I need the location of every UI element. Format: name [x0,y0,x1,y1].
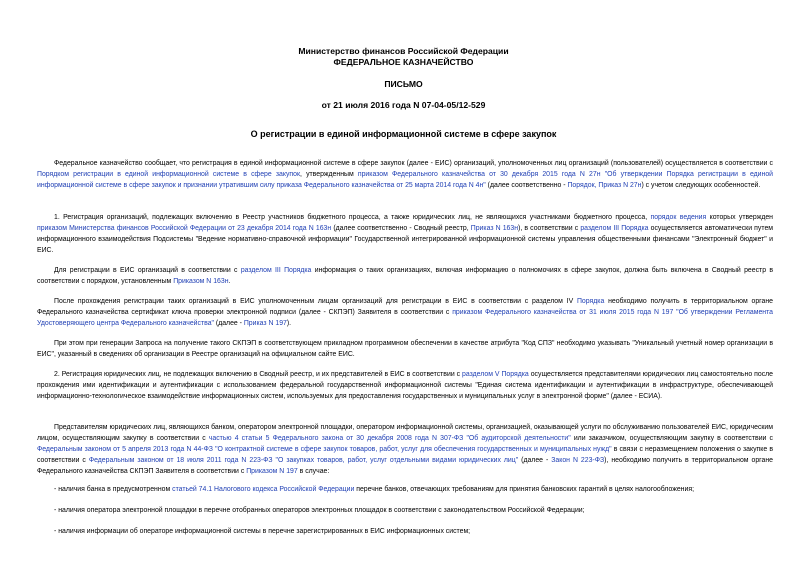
legal-reference-link[interactable]: разделом III Порядка [240,267,312,274]
paragraph-text: ), в соответствии с [518,225,581,233]
paragraph-text: , утвержденным [300,171,358,179]
legal-reference-link[interactable]: Приказ N 163н [470,225,519,233]
document-date-number: от 21 июля 2016 года N 07-04-05/12-529 [321,100,486,110]
paragraph-legal-entities [37,422,773,477]
legal-reference-link[interactable]: частью 4 статьи 5 Федерального закона от 30 декабря 2008 года N 307-ФЗ "Об аудиторской деятельности" [208,435,571,443]
legal-reference-link[interactable]: Приказом N 197 [246,468,298,476]
paragraph-text: При этом при генерации Запроса на получение такого СКПЭП в соответствующем прикладном программном обеспечении в качестве атрибута "Код СПЗ" необходимо указывать "Уникальный учетный номер организации в ЕИС", указанный в сведениях об организации в Реестре организаций на официальном сайте ЕИС. [37,340,773,359]
paragraph-text: ), необходимо получить в территориальном органе Федерального казначейства СКПЭП Заявителя в соответствии с [37,457,774,476]
paragraph-section-2 [37,369,773,402]
legal-reference-link[interactable]: "Об утверждении Порядка регистрации в единой информационной системе в сфере закупок и признании утратившим силу приказа Федерального казначейства от 25 марта 2014 года N 4н" [37,171,774,190]
document-subject: О регистрации в единой информационной системе в сфере закупок [250,129,557,139]
paragraph-text: информация о таких организациях, включая информацию о полномочиях в сфере закупок, должна быть включена в Сводный реестр в соответствии с порядком, установленным [37,267,774,286]
paragraph-text: или заказчиком, осуществляющим закупку в соответствии с [570,435,773,443]
list-item-platform-operator [37,505,773,516]
paragraph-skpep [37,296,773,329]
legal-reference-link[interactable]: Закон N 223-ФЗ [551,457,605,465]
legal-reference-link[interactable]: Порядка [576,298,605,305]
paragraph-text: перечне банков, отвечающих требованиям для принятия банковских гарантий в целях налогообложения; [354,486,694,493]
legal-reference-link[interactable]: Порядок, Приказ N 27н [567,182,642,190]
paragraph-text: ) с учетом следующих особенностей. [641,182,761,190]
paragraph-text: необходимо получить в территориальном органе Федерального казначейства сертификат ключа проверки электронной подписи (далее - СКПЭП) Заявителя в соответствии с [37,298,773,317]
paragraph-text: осуществляется представителями юридических лиц самостоятельно после прохождения ими идентификации и аутентификации с использованием федеральной государственной информационной системы "Единая система идентификации и аутентификации в инфраструктуре, обеспечивающей информационно-технологическое взаимодействие информационных систем, используемых для предоставления государственных и муниципальных услуг в электронной форме" (далее - ЕСИА). [37,371,773,401]
paragraph-text: - наличия информации об операторе информационной системы в перечне зарегистрированных в ЕИС информационных систем; [54,528,471,535]
legal-reference-link[interactable]: Порядком регистрации в единой информационной системе в сфере закупок [37,171,300,179]
paragraph-text: - наличия оператора электронной площадки в перечне отобранных операторов электронных площадок в соответствии с законодательством Российской Федерации; [54,507,585,514]
legal-reference-link[interactable]: Федеральным законом от 18 июля 2011 года N 223-ФЗ "О закупках товаров, работ, услуг отдельными видами юридических лиц" [88,457,519,465]
paragraph-registration-budget [37,265,773,287]
ministry-heading: Министерство финансов Российской Федерации [298,46,509,56]
paragraph-text: 2. Регистрация юридических лиц, не подлежащих включению в Сводный реестр, и их представителей в ЕИС в соответствии с [54,371,463,378]
paragraph-text: осуществляется автоматически путем информационного взаимодействия Подсистемы "Ведение нормативно-справочной информации" Государственной интегрированной информационной системы управления общественными финансами "Электронный бюджет" и ЕИС. [37,225,774,255]
paragraph-text: (далее соответственно - Сводный реестр, [331,225,471,233]
paragraph-text: . [228,278,231,286]
legal-reference-link[interactable]: приказом Федерального казначейства от 31 июля 2015 года N 197 "Об утверждении Регламента Удостоверяющего центра Федерального казначейства" [37,309,773,328]
paragraph-text: (далее соответственно - [485,182,568,190]
paragraph-section-1 [37,212,773,256]
document-type: ПИСЬМО [384,79,423,89]
paragraph-spz-code [37,338,773,360]
legal-reference-link[interactable]: Федеральным законом от 5 апреля 2013 года N 44-ФЗ "О контрактной системе в сфере закупок товаров, работ, услуг для обеспечения государственных и муниципальных нужд" [37,446,612,454]
legal-reference-link[interactable]: порядок ведения [650,214,707,221]
paragraph-text: ). [286,320,292,328]
treasury-heading: ФЕДЕРАЛЬНОЕ КАЗНАЧЕЙСТВО [333,57,474,67]
paragraph-text: Федеральное казначейство сообщает, что регистрация в единой информационной системе в сфере закупок (далее - ЕИС) организаций, уполномоченных лиц организаций (пользователей) осуществляется в соответствии с [54,160,773,167]
list-item-system-operator [37,526,773,537]
list-item-bank [37,484,773,495]
paragraph-text: Для регистрации в ЕИС организаций в соответствии с [54,267,241,274]
legal-reference-link[interactable]: Приказ N 197 [243,320,287,328]
legal-reference-link[interactable]: разделом V Порядка [462,371,529,378]
legal-reference-link[interactable]: статьей 74.1 Налогового кодекса Российской Федерации [172,486,355,493]
paragraph-text: которых утвержден [706,214,773,221]
legal-reference-link[interactable]: приказом Федерального казначейства от 30 декабря 2015 года N 27н [357,171,601,179]
paragraph-text: После прохождения регистрации таких организаций в ЕИС уполномоченным лицам организаций для регистрации в ЕИС в соответствии с разделом IV [54,298,577,305]
paragraph-text: в связи с неразмещением положения о закупке в соответствии с [37,446,773,465]
paragraph-text: в случае: [297,468,330,476]
legal-reference-link[interactable]: Приказом N 163н [173,278,229,286]
paragraph-text: (далее - [213,320,244,328]
paragraph-text: 1. Регистрация организаций, подлежащих включению в Реестр участников бюджетного процесса, а также юридических лиц, не являющихся участниками бюджетного процесса, [54,214,651,221]
paragraph-text: Представителям юридических лиц, являющихся банком, оператором электронной площадки, оператором информационной системы, организацией, оказывающей услуги по обслуживанию пользователей ЕИС, юридическим лицом, осуществляющим закупку в соответствии с [37,424,773,443]
paragraph-text: - наличия банка в предусмотренном [54,486,173,493]
paragraph-intro [37,158,773,191]
legal-reference-link[interactable]: разделом III Порядка [580,225,649,233]
legal-reference-link[interactable]: приказом Министерства финансов Российской Федерации от 23 декабря 2014 года N 163н [37,225,332,233]
paragraph-text: (далее - [518,457,552,465]
